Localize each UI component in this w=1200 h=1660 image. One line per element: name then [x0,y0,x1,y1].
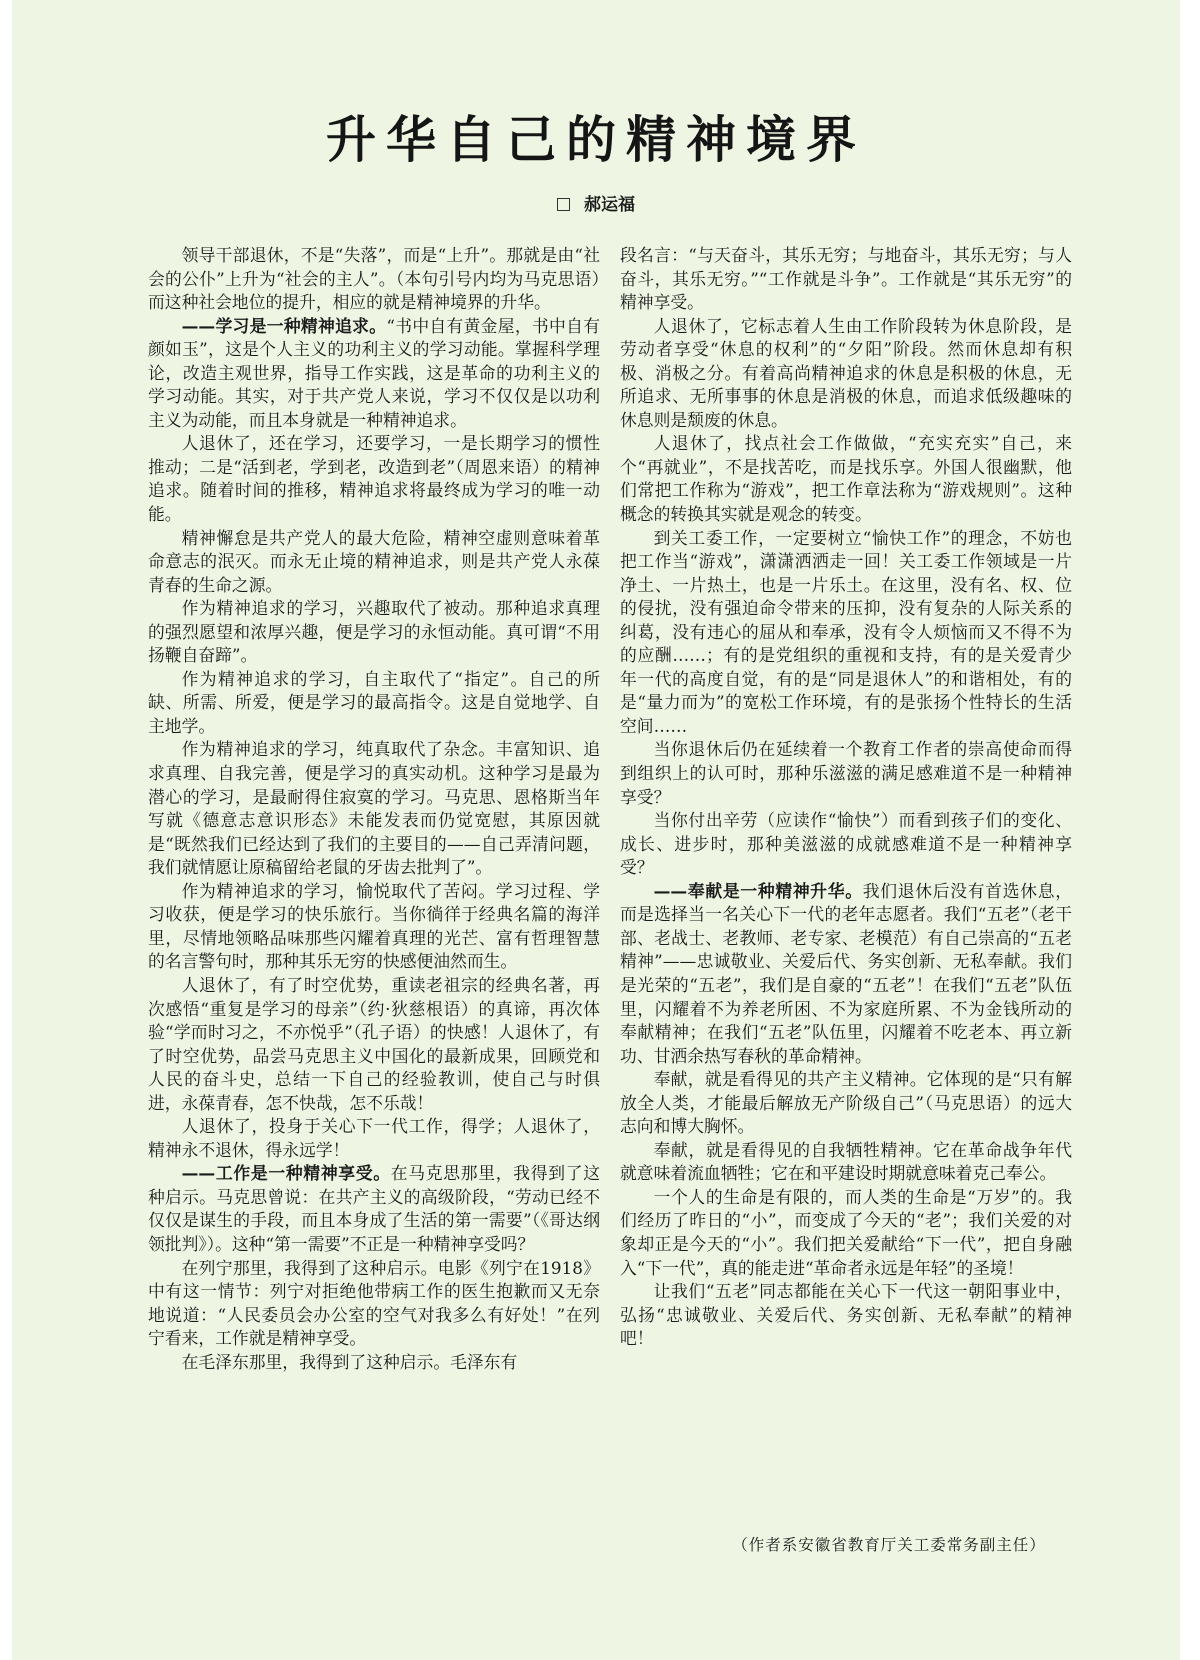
section-heading: ——学习是一种精神追求。 [181,315,387,336]
paragraph [148,880,600,974]
byline [12,190,1180,215]
paragraph [148,315,600,433]
paragraph [148,1351,600,1375]
article-title: 升华自己的精神境界 [326,111,866,169]
paragraph-text: 当你退休后仍在延续着一个教育工作者的崇高使命而得到组织上的认可时，那种乐滋滋的满足感难道不是一种精神享受？ [620,739,1072,807]
paragraph [148,527,600,598]
paragraph-text: 当你付出辛劳（应读作“愉快”）而看到孩子们的变化、成长、进步时，那种美滋滋的成就感难道不是一种精神享受？ [620,810,1072,878]
author-name: 郝运福 [584,195,635,215]
paragraph [148,738,600,879]
section-heading: ——工作是一种精神享受。 [181,1163,391,1184]
paragraph-text: 在毛泽东那里，我得到了这种启示。毛泽东有 [181,1351,518,1372]
left-column [148,244,600,1374]
paragraph-text: 作为精神追求的学习，愉悦取代了苦闷。学习过程、学习收获，便是学习的快乐旅行。当你徜徉于经典名篇的海洋里，尽情地领略品味那些闪耀着真理的光芒、富有哲理智慧的名言警句时，那种其乐无穷的快感便油然而生。 [148,880,600,972]
section-heading: ——奉献是一种精神升华。 [653,880,863,901]
paragraph [620,809,1072,880]
paragraph-text: 领导干部退休，不是“失落”，而是“上升”。那就是由“社会的公仆”上升为“社会的主人”。（本句引号内均为马克思语）而这种社会地位的提升，相应的就是精神境界的升华。 [148,245,600,313]
paragraph-text: 精神懈怠是共产党人的最大危险，精神空虚则意味着革命意志的泯灭。而永无止境的精神追求，则是共产党人永葆青春的生命之源。 [148,527,600,595]
paragraph-text: 到关工委工作，一定要树立“愉快工作”的理念，不妨也把工作当“游戏”，潇潇洒洒走一回！关工委工作领域是一片净土、一片热土，也是一片乐土。在这里，没有名、权、位的侵扰，没有强迫命令带来的压抑，没有复杂的人际关系的纠葛，没有违心的屈从和奉承，没有令人烦恼而又不得不为的应酬……；有的是党组织的重视和支持，有的是关爱青少年一代的高度自觉，有的是“同是退休人”的和谐相处，有的是“量力而为”的宽松工作环境，有的是张扬个性特长的生活空间…… [620,527,1072,736]
paragraph [148,1257,600,1351]
paragraph [148,1162,600,1256]
paragraph [148,432,600,526]
paragraph-text: 奉献，就是看得见的共产主义精神。它体现的是“只有解放全人类，才能最后解放无产阶级自己”（马克思语）的远大志向和博大胸怀。 [620,1069,1072,1137]
paragraph [620,880,1072,1068]
paragraph [620,1186,1072,1280]
paragraph [148,1115,600,1162]
paragraph-text: 在列宁那里，我得到了这种启示。电影《列宁在1918》中有这一情节：列宁对拒绝他带病工作的医生抱歉而又无奈地说道：“人民委员会办公室的空气对我多么有好处！”在列宁看来，工作就是精神享受。 [148,1257,600,1349]
paragraph [620,244,1072,315]
paragraph [620,527,1072,739]
paragraph-text: 人退休了，还在学习，还要学习，一是长期学习的惯性推动；二是“活到老，学到老，改造到老”（周恩来语）的精神追求。随着时间的推移，精神追求将最终成为学习的唯一动能。 [148,433,600,525]
paragraph-text: 让我们“五老”同志都能在关心下一代这一朝阳事业中，弘扬“忠诚敬业、关爱后代、务实创新、无私奉献”的精神吧！ [620,1281,1072,1349]
author-note: （作者系安徽省教育厅关工委常务副主任） [732,1536,1046,1554]
paragraph [620,1068,1072,1139]
paragraph [148,597,600,668]
paragraph-text: 人退休了，它标志着人生由工作阶段转为休息阶段，是劳动者享受“休息的权利”的“夕阳”阶段。然而休息却有积极、消极之分。有着高尚精神追求的休息是积极的休息，无所追求、无所事事的休息是消极的休息，而追求低级趣味的休息则是颓废的休息。 [620,315,1072,430]
paragraph [620,315,1072,433]
paragraph [148,668,600,739]
paragraph [148,974,600,1115]
square-bullet-icon [557,198,570,211]
paragraph-text: 人退休了，找点社会工作做做，“充实充实”自己，来个“再就业”，不是找苦吃，而是找乐享。外国人很幽默，他们常把工作称为“游戏”，把工作章法称为“游戏规则”。这种概念的转换其实就是观念的转变。 [620,433,1072,525]
paragraph-text: 作为精神追求的学习，兴趣取代了被动。那种追求真理的强烈愿望和浓厚兴趣，便是学习的永恒动能。真可谓“不用扬鞭自奋蹄”。 [148,598,600,666]
paragraph-text: “书中自有黄金屋，书中自有颜如玉”，这是个人主义的功利主义的学习动能。掌握科学理论，改造主观世界，指导工作实践，这是革命的功利主义的学习动能。其实，对于共产党人来说，学习不仅仅是以功利主义为动能，而且本身就是一种精神追求。 [148,315,600,430]
paragraph-text: 在马克思那里，我得到了这种启示。马克思曾说：在共产主义的高级阶段，“劳动已经不仅仅是谋生的手段，而且本身成了生活的第一需要”（《哥达纲领批判》）。这种“第一需要”不正是一种精神享受吗？ [148,1163,600,1254]
paragraph [620,1280,1072,1351]
paragraph-text: 奉献，就是看得见的自我牺牲精神。它在革命战争年代就意味着流血牺牲；它在和平建设时期就意味着克己奉公。 [620,1139,1072,1184]
paragraph [148,244,600,315]
paragraph [620,738,1072,809]
paragraph [620,1139,1072,1186]
paragraph-text: 人退休了，有了时空优势，重读老祖宗的经典名著，再次感悟“重复是学习的母亲”（约·狄慈根语）的真谛，再次体验“学而时习之，不亦悦乎”（孔子语）的快感！人退休了，有了时空优势，品尝马克思主义中国化的最新成果，回顾党和人民的奋斗史，总结一下自己的经验教训，使自己与时俱进，永葆青春，怎不快哉，怎不乐哉！ [148,974,600,1113]
right-column [620,244,1072,1351]
magazine-page [12,0,1180,1660]
paragraph [620,432,1072,526]
paragraph-text: 作为精神追求的学习，纯真取代了杂念。丰富知识、追求真理、自我完善，便是学习的真实动机。这种学习是最为潜心的学习，是最耐得住寂寞的学习。马克思、恩格斯当年写就《德意志意识形态》未能发表而仍觉宽慰，其原因就是“既然我们已经达到了我们的主要目的——自己弄清问题，我们就情愿让原稿留给老鼠的牙齿去批判了”。 [148,739,600,878]
paragraph-text: 人退休了，投身于关心下一代工作，得学；人退休了，精神永不退休，得永远学！ [148,1116,600,1160]
paragraph-text: 我们退休后没有首选休息，而是选择当一名关心下一代的老年志愿者。我们“五老”（老干部、老战士、老教师、老专家、老模范）有自己崇高的“五老精神”——忠诚敬业、关爱后代、务实创新、无私奉献。我们是光荣的“五老”，我们是自豪的“五老”！在我们“五老”队伍里，闪耀着不为养老所困、不为家庭所累、不为金钱所动的奉献精神；在我们“五老”队伍里，闪耀着不吃老本、再立新功、甘洒余热写春秋的革命精神。 [620,880,1072,1066]
paragraph-text: 一个人的生命是有限的，而人类的生命是“万岁”的。我们经历了昨日的“小”，而变成了今天的“老”；我们关爱的对象却正是今天的“小”。我们把关爱献给“下一代”，把自身融入“下一代”，真的能走进“革命者永远是年轻”的圣境！ [620,1186,1072,1278]
paragraph-text: 段名言：“与天奋斗，其乐无穷；与地奋斗，其乐无穷；与人奋斗，其乐无穷。”“工作就是斗争”。工作就是“其乐无穷”的精神享受。 [620,245,1072,313]
paragraph-text: 作为精神追求的学习，自主取代了“指定”。自己的所缺、所需、所爱，便是学习的最高指令。这是自觉地学、自主地学。 [148,668,600,736]
